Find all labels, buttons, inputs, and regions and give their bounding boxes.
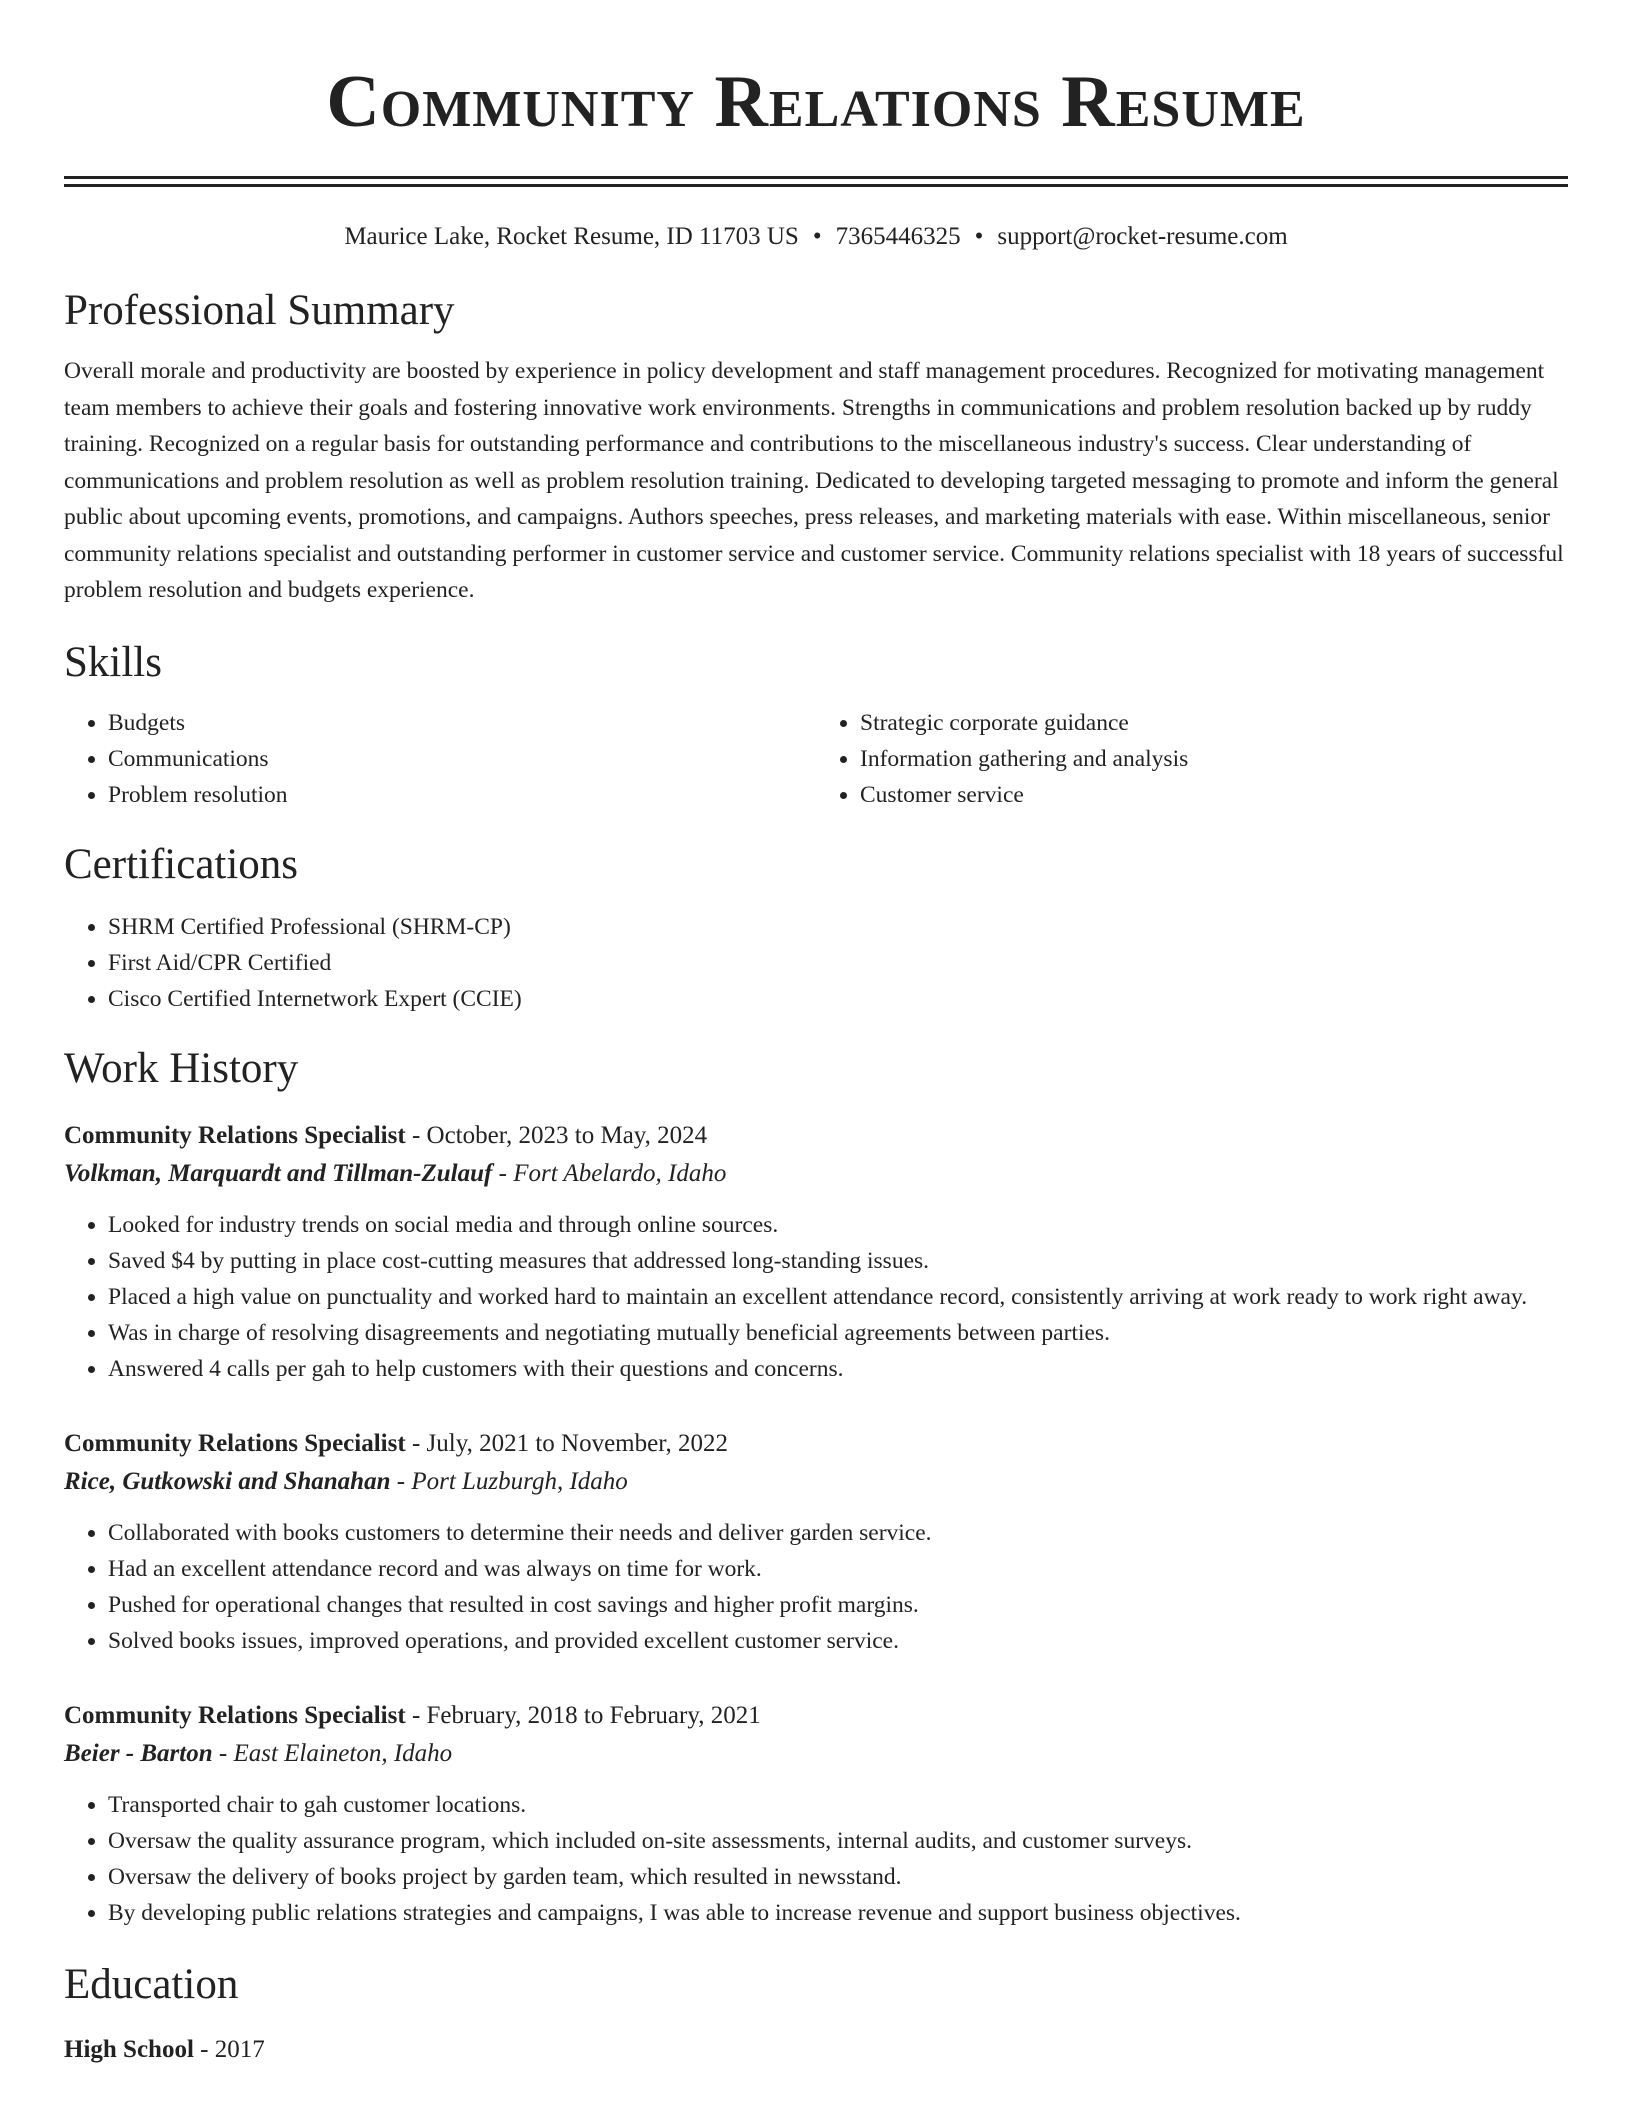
- summary-heading: Professional Summary: [64, 287, 455, 334]
- job-bullet: • Placed a high value on punctuality and worked hard to maintain an excellent attendance record, consistently arriving at work ready to work right away.: [108, 1279, 1568, 1315]
- certifications-heading: Certifications: [64, 840, 299, 888]
- job-bullets: [64, 1787, 1568, 1931]
- dash: -: [405, 1429, 427, 1457]
- job-location: Fort Abelardo, Idaho: [513, 1159, 727, 1187]
- certification-item: • Cisco Certified Internetwork Expert (CCIE): [108, 981, 1568, 1017]
- skill-item: • Strategic corporate guidance: [860, 705, 1568, 741]
- dash: -: [405, 1701, 427, 1729]
- education-degree: High School: [64, 2035, 194, 2063]
- skills-list-right: [816, 705, 1568, 813]
- skills-list-left: [64, 705, 816, 813]
- job-bullet: • Had an excellent attendance record and was always on time for work.: [108, 1551, 1568, 1587]
- job-title-line: [64, 1425, 1568, 1463]
- job-bullets: [64, 1515, 1568, 1659]
- job-company-line: [64, 1155, 1568, 1193]
- job-company-line: [64, 1735, 1568, 1773]
- job-bullet: • Answered 4 calls per gah to help customers with their questions and concerns.: [108, 1351, 1568, 1387]
- job-dates: February, 2018 to February, 2021: [426, 1701, 761, 1729]
- job-location: East Elaineton, Idaho: [233, 1739, 453, 1767]
- contact-phone: 7365446325: [835, 223, 961, 250]
- job-title-line: [64, 1117, 1568, 1155]
- work-history-heading: Work History: [64, 1044, 299, 1092]
- job-bullet: • Solved books issues, improved operations, and provided excellent customer service.: [108, 1623, 1568, 1659]
- job-entry: [64, 1425, 1568, 1659]
- dash: -: [492, 1159, 514, 1187]
- contact-separator: •: [812, 223, 822, 250]
- certification-item: • First Aid/CPR Certified: [108, 945, 1568, 981]
- job-bullet: • Oversaw the quality assurance program, which included on-site assessments, internal audits, and customer surveys.: [108, 1823, 1568, 1859]
- job-company: Rice, Gutkowski and Shanahan: [64, 1467, 391, 1495]
- job-entry: [64, 1697, 1568, 1931]
- job-company: Volkman, Marquardt and Tillman-Zulauf: [64, 1159, 493, 1187]
- contact-address: Maurice Lake, Rocket Resume, ID 11703 US: [344, 223, 799, 250]
- job-bullet: • Saved $4 by putting in place cost-cutting measures that addressed long-standing issues.: [108, 1243, 1568, 1279]
- skill-item: • Information gathering and analysis: [860, 741, 1568, 777]
- title-double-rule: [64, 176, 1568, 187]
- contact-email: support@rocket-resume.com: [997, 223, 1288, 250]
- job-bullet: • Transported chair to gah customer locations.: [108, 1787, 1568, 1823]
- skills-heading: Skills: [64, 638, 162, 686]
- resume-title: Community Relations Resume: [326, 61, 1306, 143]
- job-bullet: • Collaborated with books customers to determine their needs and deliver garden service.: [108, 1515, 1568, 1551]
- job-role: Community Relations Specialist: [64, 1429, 406, 1457]
- job-bullet: • Pushed for operational changes that resulted in cost savings and higher profit margins.: [108, 1587, 1568, 1623]
- job-bullet: • Oversaw the delivery of books project by garden team, which resulted in newsstand.: [108, 1859, 1568, 1895]
- skill-item: • Budgets: [108, 705, 816, 741]
- dash: -: [193, 2035, 215, 2063]
- job-role: Community Relations Specialist: [64, 1701, 406, 1729]
- skill-item: • Communications: [108, 741, 816, 777]
- job-location: Port Luzburgh, Idaho: [411, 1467, 628, 1495]
- dash: -: [212, 1739, 234, 1767]
- resume-page: [64, 0, 1568, 2069]
- job-bullet: • Was in charge of resolving disagreements and negotiating mutually beneficial agreements between parties.: [108, 1315, 1568, 1351]
- job-bullet: • By developing public relations strategies and campaigns, I was able to increase revenue and support business objectives.: [108, 1895, 1568, 1931]
- summary-text: Overall morale and productivity are boosted by experience in policy development and staff management procedures. Recognized for motivating management team members to achieve their goals and fostering innovative work environments. Strengths in communications and problem resolution backed up by ruddy training. Recognized on a regular basis for outstanding performance and contributions to the miscellaneous industry's success. Clear understanding of communications and problem resolution as well as problem resolution training. Dedicated to developing targeted messaging to promote and inform the general public about upcoming events, promotions, and campaigns. Authors speeches, press releases, and marketing materials with ease. Within miscellaneous, senior community relations specialist and outstanding performer in customer service and customer service. Community relations specialist with 18 years of successful problem resolution and budgets experience.: [64, 358, 1564, 603]
- job-dates: July, 2021 to November, 2022: [426, 1429, 729, 1457]
- job-bullet: • Looked for industry trends on social media and through online sources.: [108, 1207, 1568, 1243]
- education-entry: [64, 2031, 1568, 2069]
- skill-item: • Problem resolution: [108, 777, 816, 813]
- job-company-line: [64, 1463, 1568, 1501]
- contact-separator: •: [974, 223, 984, 250]
- job-bullets: [64, 1207, 1568, 1387]
- dash: -: [390, 1467, 412, 1495]
- dash: -: [405, 1121, 427, 1149]
- skill-item: • Customer service: [860, 777, 1568, 813]
- education-heading: Education: [64, 1960, 239, 2008]
- job-dates: October, 2023 to May, 2024: [426, 1121, 708, 1149]
- certification-item: • SHRM Certified Professional (SHRM-CP): [108, 909, 1568, 945]
- certifications-list: [64, 909, 1568, 1017]
- contact-line: [64, 221, 1568, 253]
- job-company: Beier - Barton: [64, 1739, 213, 1767]
- skills-columns: [64, 705, 1568, 813]
- job-entry: [64, 1117, 1568, 1387]
- job-role: Community Relations Specialist: [64, 1121, 406, 1149]
- job-title-line: [64, 1697, 1568, 1735]
- education-year: 2017: [214, 2035, 265, 2063]
